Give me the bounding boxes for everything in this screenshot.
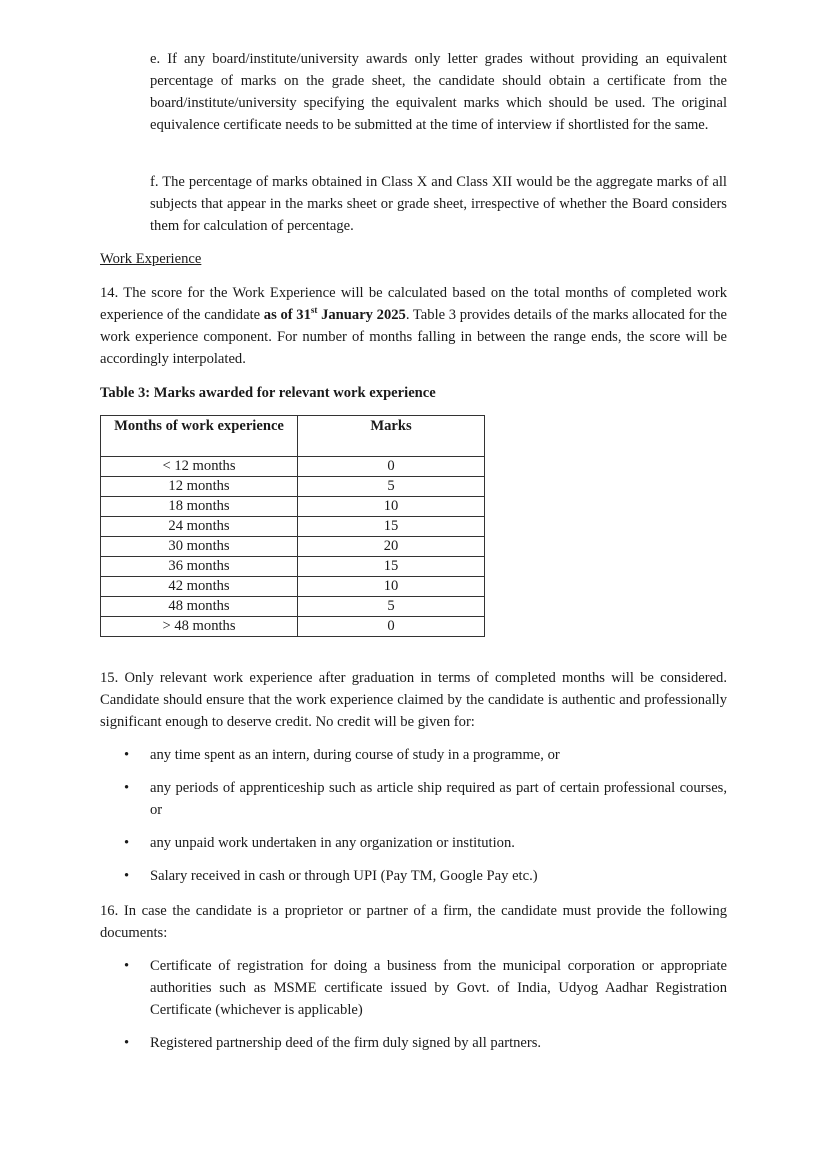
paragraph-14-date — [264, 307, 406, 323]
bullet-icon: • — [124, 868, 130, 884]
table-row — [101, 557, 485, 577]
list-item — [100, 744, 727, 766]
date-prefix: as of 31 — [263, 307, 311, 323]
table-row — [101, 617, 485, 637]
list-item — [100, 1032, 727, 1054]
list-item-text: any time spent as an intern, during course of study in a programme, or — [150, 747, 560, 763]
table-row — [101, 517, 485, 537]
cell-months: < 12 months — [101, 457, 298, 477]
table-row — [101, 597, 485, 617]
header-months: Months of work experience — [101, 416, 298, 457]
required-documents-list — [100, 955, 727, 1065]
cell-months: 30 months — [101, 537, 298, 557]
paragraph-f: f. The percentage of marks obtained in Class X and Class XII would be the aggregate marks of all subjects that appear in the marks sheet or grade sheet, irrespective of whether the Board considers them for calculation of percentage. — [150, 174, 727, 234]
cell-marks: 5 — [298, 477, 485, 497]
paragraph-e: e. If any board/institute/university awards only letter grades without providing an equivalent percentage of marks on the grade sheet, the candidate should obtain a certificate from the board/institute/university specifying the equivalent marks which should be used. The original equivalence certificate needs to be submitted at the time of interview if shortlisted for the same. — [150, 51, 727, 133]
cell-marks: 0 — [298, 457, 485, 477]
cell-months: 18 months — [101, 497, 298, 517]
list-item-text: any periods of apprenticeship such as article ship required as part of certain professional courses, or — [150, 780, 727, 818]
cell-months: 48 months — [101, 597, 298, 617]
list-item-text: Salary received in cash or through UPI (Pay TM, Google Pay etc.) — [150, 868, 538, 884]
table-row — [101, 477, 485, 497]
paragraph-14-text-after: . Table 3 provides details of the marks allocated for the work experience component. For number of months falling in between the range ends, the score will be accordingly interpolated. — [100, 307, 728, 367]
paragraph-16: 16. In case the candidate is a proprietor or partner of a firm, the candidate must provide the following documents: — [100, 903, 727, 941]
cell-marks: 5 — [298, 597, 485, 617]
section-heading-work-experience: Work Experience — [100, 251, 202, 267]
list-item — [100, 832, 727, 854]
table-row — [101, 497, 485, 517]
table-caption: Table 3: Marks awarded for relevant work experience — [100, 385, 436, 401]
table-row — [101, 457, 485, 477]
cell-marks: 10 — [298, 497, 485, 517]
bullet-icon: • — [124, 958, 130, 974]
no-credit-list — [100, 744, 727, 898]
list-item — [100, 777, 727, 821]
list-item-text: Certificate of registration for doing a business from the municipal corporation or appropriate authorities such as MSME certificate issued by Govt. of India, Udyog Aadhar Registration Certificate (whichever is applicable) — [150, 958, 727, 1018]
cell-months: 24 months — [101, 517, 298, 537]
cell-months: 12 months — [101, 477, 298, 497]
bullet-icon: • — [124, 835, 130, 851]
paragraph-14 — [100, 282, 727, 370]
list-item — [100, 955, 727, 1021]
bullet-icon: • — [124, 780, 130, 796]
cell-marks: 0 — [298, 617, 485, 637]
date-superscript: st — [310, 305, 318, 316]
date-suffix: January 2025 — [317, 307, 406, 323]
cell-months: 36 months — [101, 557, 298, 577]
cell-marks: 10 — [298, 577, 485, 597]
bullet-icon: • — [124, 1035, 130, 1051]
cell-marks: 15 — [298, 517, 485, 537]
list-item — [100, 865, 727, 887]
paragraph-14-text-before: 14. The score for the Work Experience will be calculated based on the total months of completed work experience of the candidate — [100, 285, 727, 323]
cell-months: > 48 months — [101, 617, 298, 637]
cell-months: 42 months — [101, 577, 298, 597]
header-marks: Marks — [298, 416, 485, 457]
table-header-row — [101, 416, 485, 457]
paragraph-15: 15. Only relevant work experience after graduation in terms of completed months will be considered. Candidate should ensure that the work experience claimed by the candidate is authentic and professionally significant enough to deserve credit. No credit will be given for: — [100, 670, 727, 730]
cell-marks: 15 — [298, 557, 485, 577]
bullet-icon: • — [124, 747, 130, 763]
table-row — [101, 537, 485, 557]
work-experience-marks-table — [100, 415, 485, 637]
list-item-text: any unpaid work undertaken in any organization or institution. — [150, 835, 515, 851]
cell-marks: 20 — [298, 537, 485, 557]
list-item-text: Registered partnership deed of the firm duly signed by all partners. — [150, 1035, 542, 1051]
table-row — [101, 577, 485, 597]
